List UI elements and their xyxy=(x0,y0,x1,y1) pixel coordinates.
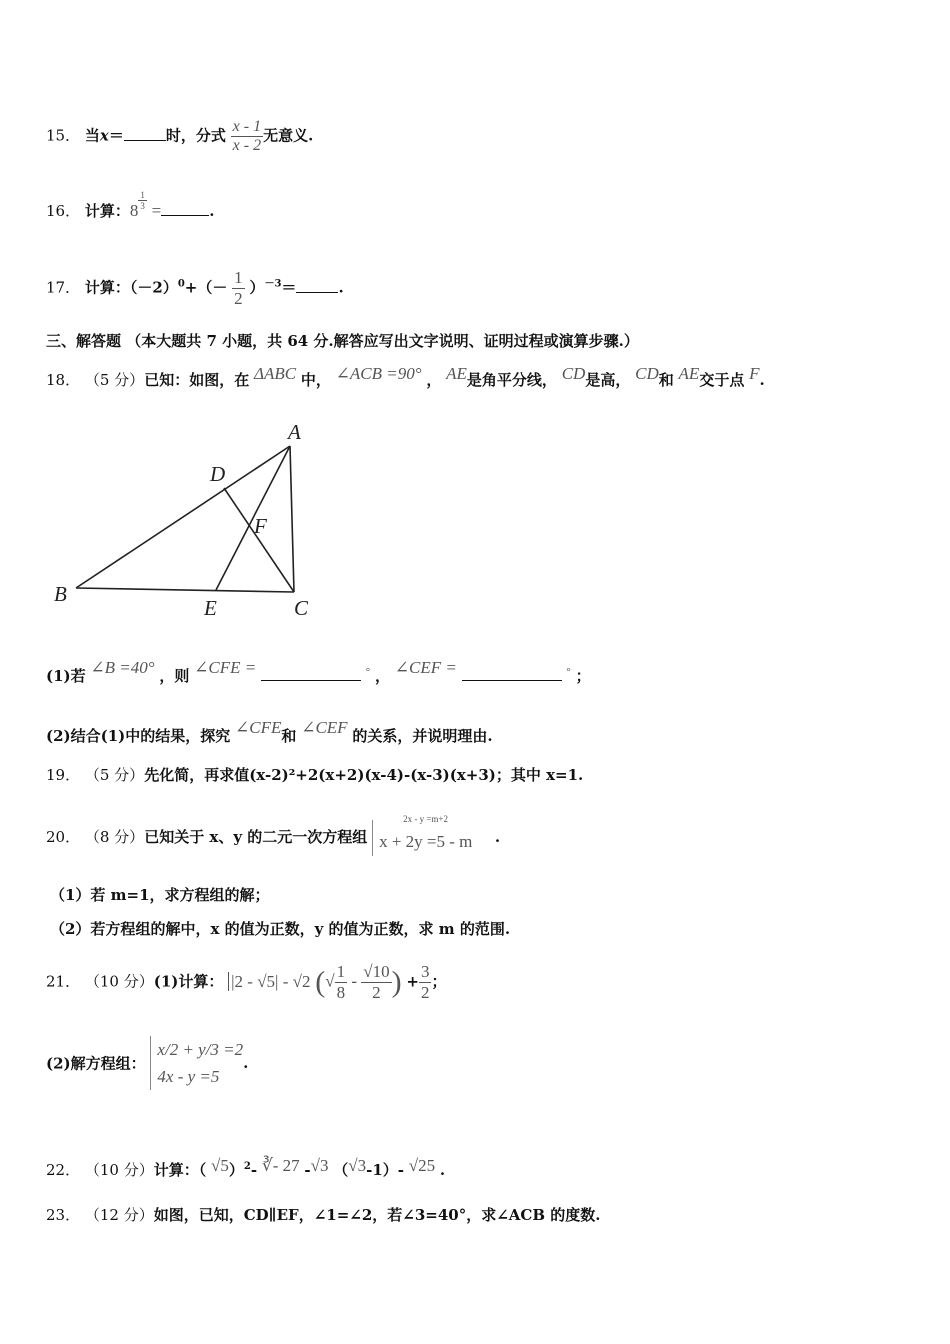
part-label: (2)结合(1)中的结果，探究 xyxy=(46,727,231,745)
paren-open: ( xyxy=(315,965,326,999)
question-number: 19． xyxy=(46,766,81,784)
label-f: F xyxy=(254,514,267,538)
fraction xyxy=(419,962,432,1003)
numerator: √10 xyxy=(363,962,390,981)
part-label: (1)计算： xyxy=(153,972,224,991)
question-number: 23． xyxy=(46,1206,81,1224)
equation-1: x/2 + y/3 =2 xyxy=(157,1040,244,1059)
q18-p1-sep: ， xyxy=(374,667,390,685)
root-3: √3 xyxy=(310,1156,329,1175)
math-angle: ∠ACB =90° xyxy=(335,364,422,383)
question-20 xyxy=(46,814,501,856)
q22-text: 计算：（ xyxy=(153,1161,207,1179)
q16-text: 计算： xyxy=(84,202,130,220)
math-expression: |2 - √5| - √2 xyxy=(228,972,310,991)
score: （12 分） xyxy=(84,1206,154,1224)
q17-exp: －3 xyxy=(264,278,282,290)
q18-text: 和 xyxy=(658,371,674,389)
math-condition: ∠B =40° xyxy=(90,658,155,677)
plus-sign: + xyxy=(406,972,419,991)
equation-2: x + 2y =5 - m xyxy=(379,832,473,851)
math-angle-cef: ∠CEF = xyxy=(394,658,457,677)
line-ac xyxy=(290,446,294,592)
degree-mark: ° xyxy=(365,666,371,678)
answer-blank[interactable] xyxy=(261,665,361,681)
answer-blank[interactable] xyxy=(296,277,338,293)
q20-part2: （2）若方程组的解中，x 的值为正数，y 的值为正数，求 m 的范围. xyxy=(50,920,511,938)
fraction xyxy=(231,118,263,155)
line-bc xyxy=(76,588,294,592)
q17-eq: ＝ xyxy=(281,278,297,297)
q16-eq: = xyxy=(151,201,162,220)
q18-text: 已知：如图，在 xyxy=(144,371,250,389)
q18-p2-text: 的关系，并说明理由. xyxy=(352,727,493,745)
root-25: √25 xyxy=(408,1156,436,1175)
question-number: 17． xyxy=(46,278,81,297)
root-3: √3 xyxy=(348,1156,367,1175)
q20-text: 已知关于 x、y 的二元一次方程组 xyxy=(144,828,368,846)
q18-text: 是角平分线， xyxy=(466,371,557,389)
math-angle-cfe: ∠CFE xyxy=(235,718,282,737)
q15-var: x xyxy=(99,126,109,145)
section-title: 三、解答题 （本大题共 7 小题，共 64 分.解答应写出文字说明、证明过程或演算步骤.） xyxy=(46,332,639,350)
q21-end2: . xyxy=(243,1054,249,1073)
q16-end: . xyxy=(209,202,215,220)
q17-end: . xyxy=(338,278,344,297)
q18-part2 xyxy=(46,718,493,746)
degree-mark: ° xyxy=(566,666,571,678)
equation-system xyxy=(150,1036,243,1090)
q16-base: 8 xyxy=(129,201,139,220)
question-23 xyxy=(46,1204,601,1225)
math-cd: CD xyxy=(561,364,586,383)
answer-blank[interactable] xyxy=(124,125,166,141)
denominator: 2 xyxy=(372,983,381,1002)
q15-post: 无意义. xyxy=(263,126,314,145)
score: （8 分） xyxy=(84,828,145,846)
line-cd xyxy=(224,488,294,592)
score: （10 分） xyxy=(84,1161,154,1179)
label-a: A xyxy=(288,420,301,444)
fraction xyxy=(335,962,348,1003)
q18-p1-text: ，则 xyxy=(159,667,190,685)
q17-mid2: ） xyxy=(249,278,265,297)
q22-text: （ xyxy=(333,1161,349,1179)
sqrt-sign: √ xyxy=(325,971,335,991)
q22-exp: 2 xyxy=(243,1161,251,1172)
question-15 xyxy=(46,118,313,155)
q17-text: 计算：（－2） xyxy=(84,278,178,297)
q22-text: - xyxy=(304,1161,311,1179)
q18-text: 中， xyxy=(300,371,331,389)
answer-blank[interactable] xyxy=(161,200,209,216)
cube-root: ∛- 27 xyxy=(261,1156,300,1175)
numerator: 1 xyxy=(336,962,346,981)
score: （10 分） xyxy=(84,972,154,991)
math-ae: AE xyxy=(678,364,700,383)
fraction xyxy=(361,962,391,1003)
denominator: 3 xyxy=(140,201,145,211)
q18-p1-end: ； xyxy=(575,667,591,685)
q23-text: 如图，已知，CD∥EF，∠1=∠2，若∠3=40°，求∠ACB 的度数. xyxy=(153,1206,601,1224)
q21-end: ； xyxy=(431,972,447,991)
denominator: 8 xyxy=(336,983,346,1002)
fraction xyxy=(232,268,245,309)
math-ae: AE xyxy=(446,364,467,383)
denominator: 2 xyxy=(420,983,430,1002)
exponent-fraction xyxy=(138,190,147,211)
part-label: (2)解方程组： xyxy=(46,1054,146,1073)
question-17 xyxy=(46,268,344,309)
q19-text: 先化简，再求值(x-2)²+2(x+2)(x-4)-(x-3)(x+3)；其中 x=1. xyxy=(144,766,584,784)
question-number: 15． xyxy=(46,126,81,145)
q22-end: . xyxy=(439,1161,446,1179)
root-5: √5 xyxy=(211,1156,229,1175)
math-cd: CD xyxy=(635,364,659,383)
paren-close: ) xyxy=(391,965,402,999)
math-angle-cef: ∠CEF xyxy=(301,718,348,737)
triangle-figure xyxy=(48,418,338,630)
label-c: C xyxy=(294,596,309,620)
q18-text: 交于点 xyxy=(699,371,745,389)
label-b: B xyxy=(54,582,67,606)
q18-text: 是高， xyxy=(585,371,631,389)
q15-mid: 时，分式 xyxy=(165,126,226,145)
denominator: x - 2 xyxy=(232,137,262,154)
q18-text: ， xyxy=(426,371,442,389)
question-number: 22． xyxy=(46,1161,81,1179)
question-21 xyxy=(46,962,446,1003)
q20-end: . xyxy=(494,828,501,846)
question-number: 20． xyxy=(46,828,81,846)
part-label: (1)若 xyxy=(46,667,86,685)
score: （5 分） xyxy=(84,371,145,389)
math-triangle: ΔABC xyxy=(253,364,297,383)
q18-text: . xyxy=(759,371,765,389)
q15-eq: ＝ xyxy=(108,126,124,145)
question-19 xyxy=(46,764,583,785)
math-f: F xyxy=(749,364,760,383)
q22-text: ） xyxy=(228,1161,244,1179)
equation-1: 2x - y =m+2 xyxy=(403,814,448,824)
q18-p2-text: 和 xyxy=(281,727,297,745)
q18-part1 xyxy=(46,658,591,686)
q17-mid1: +（－ xyxy=(184,278,228,297)
q17-exp0: 0 xyxy=(177,278,185,290)
equation-2: 4x - y =5 xyxy=(157,1067,220,1087)
q15-text: 当 xyxy=(84,126,100,145)
q22-text: -1）- xyxy=(366,1161,405,1179)
question-number: 18． xyxy=(46,371,81,389)
math-angle-cfe: ∠CFE = xyxy=(194,658,257,677)
score: （5 分） xyxy=(84,766,145,784)
numerator: x - 1 xyxy=(232,118,262,135)
question-22 xyxy=(46,1156,445,1180)
question-number: 16． xyxy=(46,202,81,220)
q20-part1: （1）若 m=1，求方程组的解； xyxy=(50,886,270,904)
answer-blank[interactable] xyxy=(462,665,562,681)
label-e: E xyxy=(204,596,217,620)
label-d: D xyxy=(210,462,226,486)
q21-part2 xyxy=(46,1036,248,1090)
denominator: 2 xyxy=(234,289,243,308)
question-16 xyxy=(46,190,215,221)
minus-sign: - xyxy=(347,971,362,991)
q22-text: - xyxy=(250,1161,258,1179)
question-18 xyxy=(46,364,765,390)
numerator: 1 xyxy=(140,190,145,200)
numerator: 3 xyxy=(420,962,430,981)
equation-system xyxy=(372,814,490,856)
numerator: 1 xyxy=(234,268,243,287)
question-number: 21． xyxy=(46,972,81,991)
